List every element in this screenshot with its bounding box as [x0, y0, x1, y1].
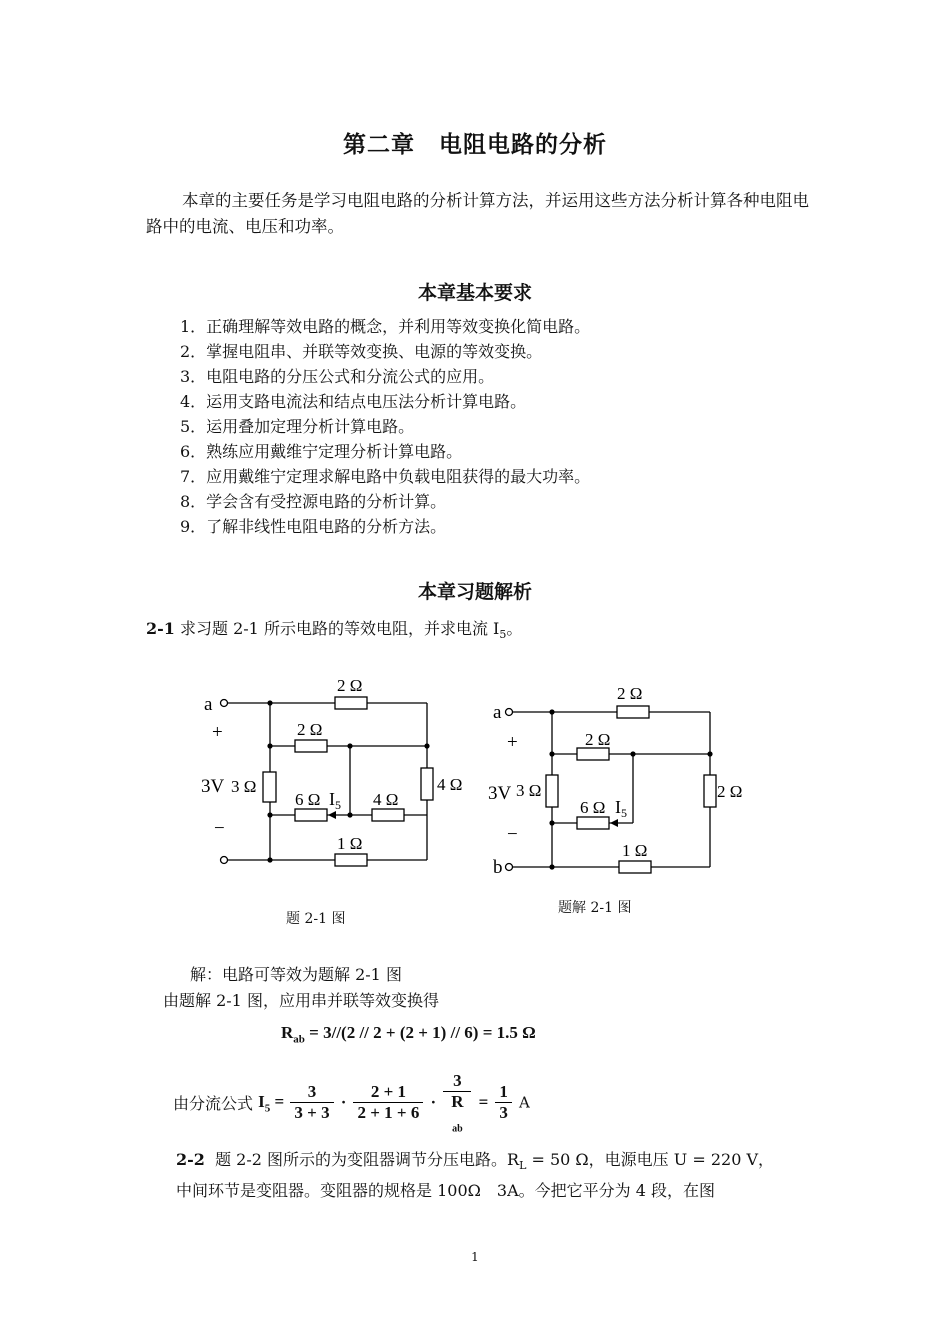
r-mid-label: 2 Ω	[297, 720, 323, 739]
r-mid-label: 2 Ω	[585, 730, 611, 749]
list-item: 3．电阻电路的分压公式和分流公式的应用。	[180, 367, 495, 386]
list-item: 7．应用戴维宁定理求解电路中负载电阻获得的最大功率。	[180, 467, 591, 486]
problem-2-1	[146, 616, 522, 641]
requirements-list	[180, 314, 590, 539]
problem-2-2-line-2: 中间环节是变阻器。变阻器的规格是 100Ω 3A。今把它平分为 4 段，在图	[176, 1181, 715, 1200]
figure2-caption: 题解 2-1 图	[558, 900, 632, 916]
page-title: 第二章 电阻电路的分析	[343, 132, 607, 158]
circuit-figure-solution-2-1	[485, 675, 775, 890]
current-formula: 由分流公式 $I_5$ = $\frac{3}{3 + 3}$ · $\frac{2 + 1}{2 + 1 + 6}$ · 3 R $_{ab}$ = $\frac{1}{3}$ A	[173, 1071, 530, 1135]
r-right-label: 2 Ω	[717, 782, 743, 801]
r-bottom-label: 1 Ω	[337, 834, 363, 853]
voltage-label: 3V	[201, 776, 225, 797]
list-item: 8．学会含有受控源电路的分析计算。	[180, 492, 447, 511]
r-bottom-label: 1 Ω	[622, 841, 648, 860]
problem-2-2-line-1: 2-2 题 2-2 图所示的为变阻器调节分压电路。$R_L = 50$ Ω，电源电压 U = 220 V，	[176, 1150, 775, 1173]
r-right-label: 4 Ω	[437, 775, 463, 794]
i5-label: $I_5$	[329, 789, 341, 812]
minus-label: −	[214, 818, 225, 839]
problem-label: 2-1	[146, 619, 175, 638]
list-item: 5．运用叠加定理分析计算电路。	[180, 417, 415, 436]
i5-label: $I_5$	[615, 797, 627, 820]
solution-line-1: 解：电路可等效为题解 2-1 图	[190, 965, 402, 984]
r-left-label: 3 Ω	[516, 781, 542, 800]
problem-text: 求习题 2-1 所示电路的等效电阻，并求电流 I	[180, 619, 500, 638]
requirements-heading: 本章基本要求	[417, 282, 532, 304]
exercises-heading: 本章习题解析	[417, 581, 532, 603]
figure1-caption: 题 2-1 图	[286, 911, 346, 927]
page-number: 1	[471, 1250, 479, 1264]
circuit-figure-2-1	[190, 668, 480, 883]
r-4mid-label: 4 Ω	[373, 790, 399, 809]
r-top-label: 2 Ω	[617, 684, 643, 703]
r-top-label: 2 Ω	[337, 676, 363, 695]
list-item: 9．了解非线性电阻电路的分析方法。	[180, 517, 447, 536]
r-6-label: 6 Ω	[295, 790, 321, 809]
plus-label: +	[507, 732, 518, 753]
node-a-label: a	[204, 694, 213, 715]
plus-label: +	[212, 722, 223, 743]
list-item: 1．正确理解等效电路的概念，并利用等效变换化简电路。	[180, 317, 591, 336]
problem-sub: 5	[499, 628, 507, 642]
problem-tail: 。	[506, 619, 523, 638]
node-a-label: a	[493, 702, 502, 723]
list-item: 4．运用支路电流法和结点电压法分析计算电路。	[180, 392, 527, 411]
solution-line-2: 由题解 2-1 图，应用串并联等效变换得	[163, 991, 439, 1010]
r-6-label: 6 Ω	[580, 798, 606, 817]
minus-label: −	[507, 824, 518, 845]
list-item: 6．熟练应用戴维宁定理分析计算电路。	[180, 442, 463, 461]
r-left-label: 3 Ω	[231, 777, 257, 796]
voltage-label: 3V	[488, 783, 512, 804]
list-item: 2．掌握电阻串、并联等效变换、电源的等效变换。	[180, 342, 543, 361]
rab-formula: $R_{ab} = 3//(2 // 2 + (2 + 1) // 6) = 1.5$ Ω	[281, 1023, 536, 1046]
chapter-intro: 本章的主要任务是学习电阻电路的分析计算方法，并运用这些方法分析计算各种电阻电路中的电流、电压和功率。	[146, 191, 809, 236]
node-b-label: b	[493, 857, 503, 878]
